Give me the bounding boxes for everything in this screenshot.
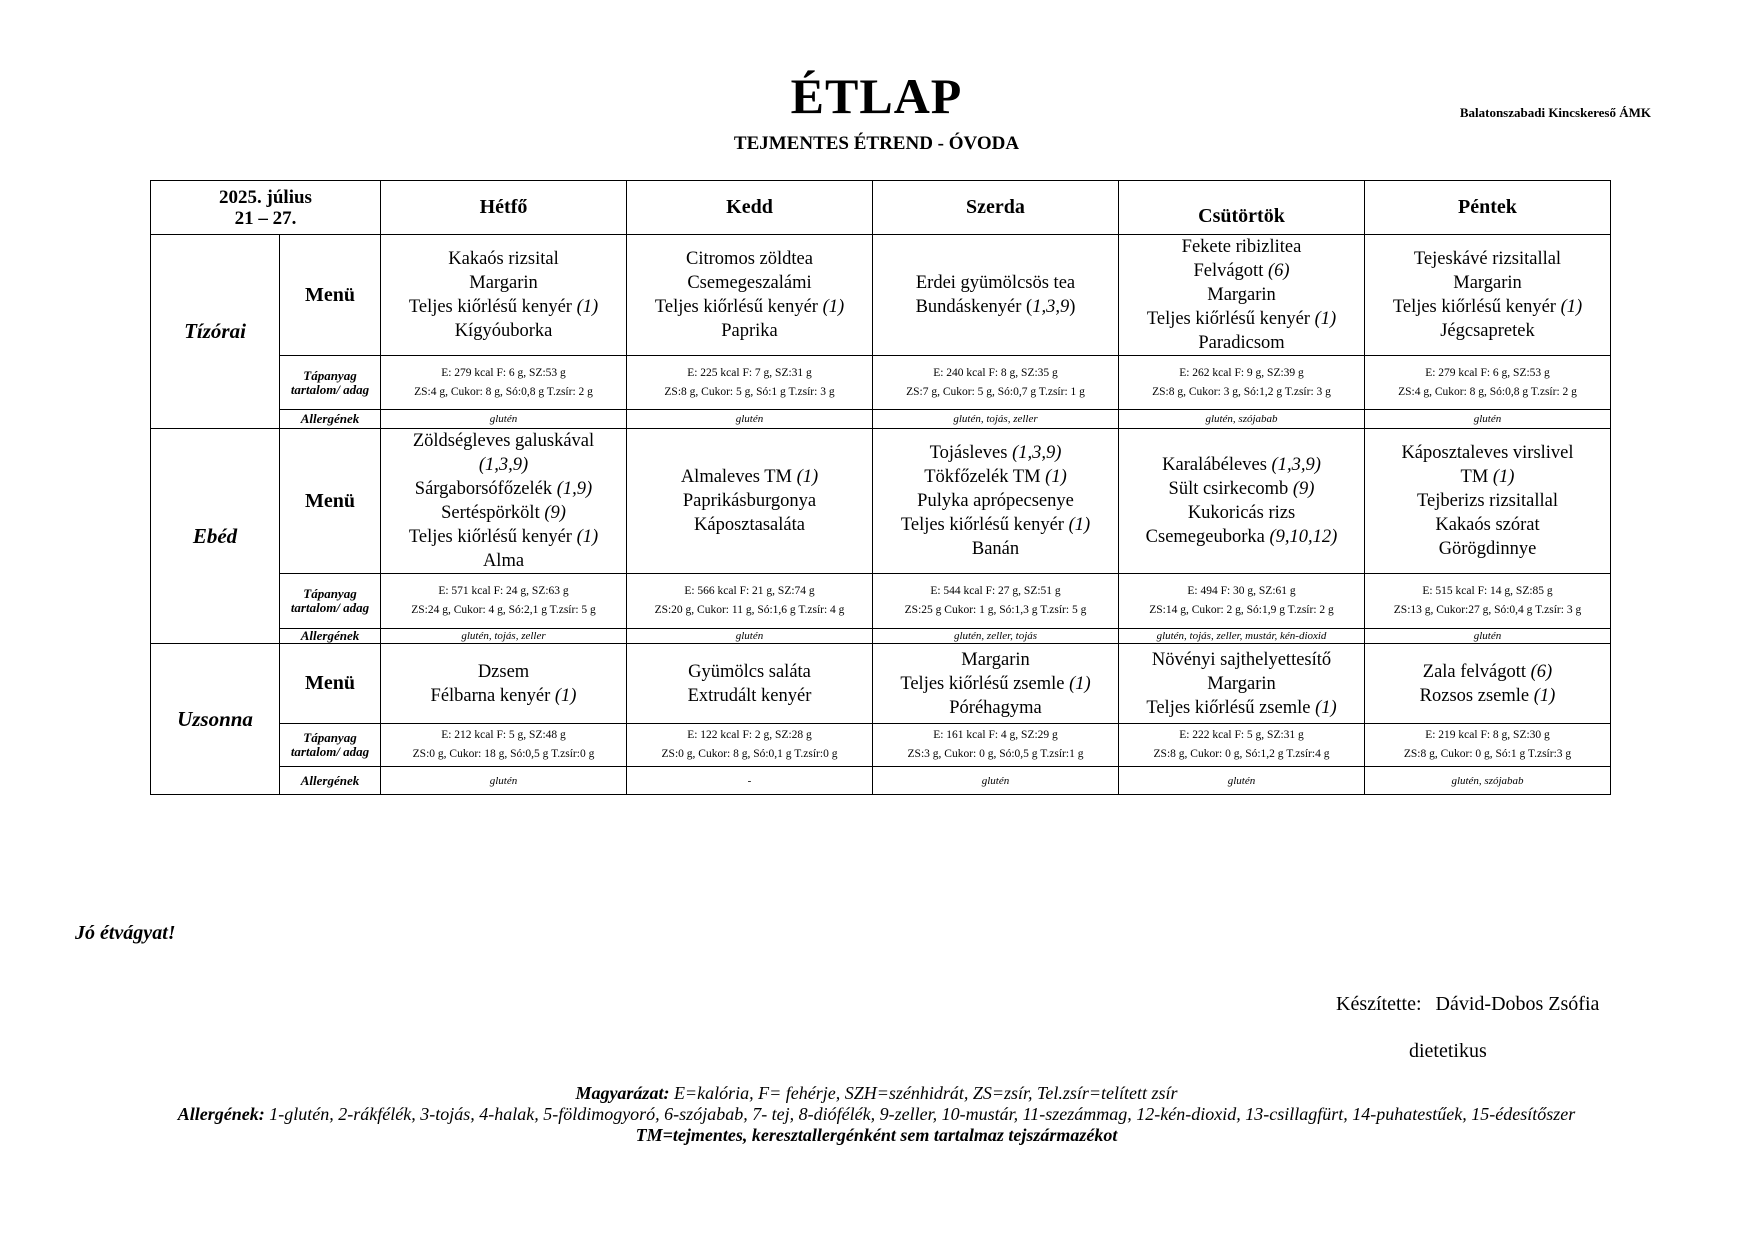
date-range-cell bbox=[151, 181, 381, 235]
allergens-row bbox=[151, 410, 1611, 429]
menu-item bbox=[873, 696, 1118, 720]
nutrition-line: E: 219 kcal F: 8 g, SZ:30 g bbox=[1425, 729, 1550, 741]
food-name: Karalábéleves bbox=[1162, 455, 1272, 475]
nutrition-line: ZS:25 g Cukor: 1 g, Só:1,3 g T.zsír: 5 g bbox=[904, 604, 1087, 616]
menu-cell bbox=[1365, 429, 1611, 574]
nutrition-cell bbox=[1119, 724, 1365, 767]
food-name: Margarin bbox=[1207, 673, 1276, 694]
nutrition-line: ZS:8 g, Cukor: 0 g, Só:1 g T.zsír:3 g bbox=[1403, 748, 1572, 760]
nutrition-cell bbox=[873, 356, 1119, 410]
menu-item bbox=[627, 295, 872, 319]
nutrition-label: Tápanyag tartalom/ adag bbox=[280, 724, 381, 767]
allergens-cell: glutén bbox=[873, 767, 1119, 795]
menu-cell bbox=[627, 235, 873, 356]
menu-cell bbox=[627, 644, 873, 724]
nutrition-line: ZS:24 g, Cukor: 4 g, Só:2,1 g T.zsír: 5 g bbox=[411, 604, 596, 616]
nutrition-label: Tápanyag tartalom/ adag bbox=[280, 356, 381, 410]
allergen-code: 1,3,9 bbox=[1032, 297, 1070, 317]
food-name: Csemegeuborka bbox=[1145, 527, 1270, 547]
menu-item bbox=[1365, 441, 1610, 465]
menu-item bbox=[381, 525, 626, 549]
menu-item bbox=[381, 247, 626, 271]
menu-item bbox=[1119, 235, 1364, 259]
allergen-code: (6) bbox=[1530, 661, 1553, 682]
nutrition-cell bbox=[1119, 574, 1365, 629]
nutrition-cell bbox=[627, 574, 873, 629]
food-name: Margarin bbox=[961, 649, 1030, 670]
nutrition-line: E: 571 kcal F: 24 g, SZ:63 g bbox=[438, 585, 569, 597]
menu-row bbox=[151, 644, 1611, 724]
menu-item bbox=[381, 319, 626, 343]
food-name: Teljes kiőrlésű kenyér bbox=[900, 515, 1069, 535]
allergens-label: Allergének bbox=[280, 767, 381, 795]
food-name: Tejeskávé rizsitallal bbox=[1413, 249, 1562, 269]
author-role: dietetikus bbox=[1409, 1040, 1487, 1062]
food-name: Gyümölcs saláta bbox=[688, 661, 811, 682]
allergens-cell: glutén, tojás, zeller, mustár, kén-dioxid bbox=[1119, 629, 1365, 644]
allergens-cell: glutén bbox=[1365, 629, 1611, 644]
menu-item bbox=[1119, 501, 1364, 525]
allergen-code: (1) bbox=[1560, 297, 1583, 317]
nutrition-line: E: 566 kcal F: 21 g, SZ:74 g bbox=[684, 585, 815, 597]
nutrition-line: E: 494 F: 30 g, SZ:61 g bbox=[1187, 585, 1296, 597]
food-name: Tökfőzelék TM bbox=[924, 467, 1046, 487]
nutrition-line: E: 161 kcal F: 4 g, SZ:29 g bbox=[933, 729, 1058, 741]
allergen-code: (9) bbox=[1292, 479, 1315, 499]
food-name: ) bbox=[1069, 297, 1076, 317]
allergens-cell: glutén bbox=[627, 629, 873, 644]
nutrition-cell bbox=[1365, 724, 1611, 767]
allergens-cell: glutén bbox=[1119, 767, 1365, 795]
allergen-code: (1) bbox=[1533, 685, 1556, 706]
menu-cell bbox=[1119, 644, 1365, 724]
food-name: Felvágott bbox=[1193, 261, 1268, 281]
menu-item bbox=[1365, 271, 1610, 295]
food-name: Sertéspörkölt bbox=[441, 503, 545, 523]
legend-allergens bbox=[100, 1104, 1653, 1125]
nutrition-row bbox=[151, 724, 1611, 767]
menu-item bbox=[627, 319, 872, 343]
nutrition-line: E: 122 kcal F: 2 g, SZ:28 g bbox=[687, 729, 812, 741]
menu-item bbox=[1119, 331, 1364, 355]
menu-item bbox=[381, 295, 626, 319]
allergen-code: (1) bbox=[1314, 309, 1337, 329]
nutrition-line: ZS:0 g, Cukor: 8 g, Só:0,1 g T.zsír:0 g bbox=[661, 748, 838, 760]
menu-item bbox=[627, 660, 872, 684]
food-name: Kakaós rizsital bbox=[448, 249, 559, 269]
food-name: Félbarna kenyér bbox=[430, 685, 555, 706]
menu-item bbox=[1365, 489, 1610, 513]
allergen-code: (1) bbox=[554, 685, 577, 706]
nutrition-line: ZS:20 g, Cukor: 11 g, Só:1,6 g T.zsír: 4 g bbox=[654, 604, 845, 616]
nutrition-line: E: 515 kcal F: 14 g, SZ:85 g bbox=[1422, 585, 1553, 597]
nutrition-line: ZS:3 g, Cukor: 0 g, Só:0,5 g T.zsír:1 g bbox=[907, 748, 1084, 760]
allergens-row bbox=[151, 767, 1611, 795]
organization-name: Balatonszabadi Kincskereső ÁMK bbox=[1459, 105, 1651, 120]
food-name: Póréhagyma bbox=[949, 697, 1042, 718]
food-name: Csemegeszalámi bbox=[687, 273, 812, 293]
nutrition-line: E: 279 kcal F: 6 g, SZ:53 g bbox=[441, 366, 566, 379]
closing-greeting: Jó étvágyat! bbox=[75, 922, 176, 944]
food-name: Növényi sajthelyettesítő bbox=[1151, 649, 1332, 670]
nutrition-line: E: 222 kcal F: 5 g, SZ:31 g bbox=[1179, 729, 1304, 741]
menu-item bbox=[1119, 477, 1364, 501]
menu-item bbox=[1119, 648, 1364, 672]
food-name: Teljes kiőrlésű kenyér bbox=[1146, 309, 1315, 329]
day-header: Hétfő bbox=[381, 181, 627, 235]
menu-cell bbox=[381, 644, 627, 724]
legend bbox=[100, 1083, 1653, 1146]
menu-item bbox=[873, 537, 1118, 561]
menu-item bbox=[381, 271, 626, 295]
food-name: Pulyka aprópecsenye bbox=[917, 491, 1074, 511]
menu-table-body bbox=[151, 181, 1611, 795]
allergen-code: (1) bbox=[1315, 697, 1337, 718]
nutrition-line: ZS:0 g, Cukor: 18 g, Só:0,5 g T.zsír:0 g bbox=[412, 748, 595, 760]
menu-cell bbox=[1365, 235, 1611, 356]
legend-explanation bbox=[100, 1083, 1653, 1104]
nutrition-line: ZS:8 g, Cukor: 5 g, Só:1 g T.zsír: 3 g bbox=[664, 385, 835, 398]
menu-item bbox=[1365, 660, 1610, 684]
allergens-cell: glutén bbox=[381, 767, 627, 795]
nutrition-cell bbox=[1365, 356, 1611, 410]
food-name: Almaleves TM bbox=[680, 467, 797, 487]
food-name: Erdei gyümölcsös tea bbox=[915, 273, 1076, 293]
meal-name: Uzsonna bbox=[151, 644, 280, 795]
nutrition-line: ZS:8 g, Cukor: 3 g, Só:1,2 g T.zsír: 3 g bbox=[1152, 385, 1331, 398]
menu-item bbox=[1365, 247, 1610, 271]
allergens-row bbox=[151, 629, 1611, 644]
menu-item bbox=[381, 477, 626, 501]
menu-item bbox=[381, 501, 626, 525]
allergens-cell: glutén bbox=[627, 410, 873, 429]
allergen-code: (1) bbox=[822, 297, 845, 317]
allergen-code: (1) bbox=[796, 467, 819, 487]
food-name: Tojásleves bbox=[929, 443, 1013, 463]
food-name: Alma bbox=[482, 551, 525, 571]
menu-item bbox=[873, 295, 1118, 319]
allergens-cell: glutén, szójabab bbox=[1119, 410, 1365, 429]
food-name: Fekete ribizlitea bbox=[1181, 237, 1302, 257]
allergen-code: (1) bbox=[1069, 673, 1091, 694]
menu-cell bbox=[1119, 235, 1365, 356]
food-name: Paradicsom bbox=[1198, 333, 1285, 353]
allergen-code: (1) bbox=[576, 297, 599, 317]
food-name: Kukoricás rizs bbox=[1187, 503, 1296, 523]
menu-item bbox=[627, 489, 872, 513]
allergens-cell: glutén, tojás, zeller bbox=[873, 410, 1119, 429]
food-name: Paprikásburgonya bbox=[682, 491, 817, 511]
allergens-cell: glutén, tojás, zeller bbox=[381, 629, 627, 644]
author-line bbox=[1336, 993, 1599, 1016]
nutrition-line: ZS:4 g, Cukor: 8 g, Só:0,8 g T.zsír: 2 g bbox=[1398, 385, 1577, 398]
nutrition-line: ZS:7 g, Cukor: 5 g, Só:0,7 g T.zsír: 1 g bbox=[906, 385, 1085, 398]
food-name: Teljes kiőrlésű kenyér bbox=[654, 297, 823, 317]
menu-item bbox=[1365, 513, 1610, 537]
allergen-code: (1,3,9) bbox=[1012, 443, 1062, 463]
allergen-code: (6) bbox=[1267, 261, 1290, 281]
nutrition-cell bbox=[627, 724, 873, 767]
menu-item bbox=[873, 672, 1118, 696]
menu-item bbox=[627, 684, 872, 708]
menu-item bbox=[1119, 525, 1364, 549]
meal-name: Tízórai bbox=[151, 235, 280, 429]
food-name: Teljes kiőrlésű zsemle bbox=[1146, 697, 1316, 718]
menu-table bbox=[150, 180, 1611, 795]
allergens-cell: glutén, zeller, tojás bbox=[873, 629, 1119, 644]
author-name: Dávid-Dobos Zsófia bbox=[1435, 993, 1600, 1015]
day-header: Csütörtök bbox=[1119, 181, 1365, 235]
menu-item bbox=[1365, 465, 1610, 489]
food-name: Kígyóuborka bbox=[454, 321, 553, 341]
allergens-cell: glutén bbox=[381, 410, 627, 429]
menu-cell bbox=[1365, 644, 1611, 724]
nutrition-cell bbox=[1365, 574, 1611, 629]
food-name: Tejberizs rizsitallal bbox=[1417, 491, 1558, 511]
allergen-code: (1) bbox=[1068, 515, 1091, 535]
menu-cell bbox=[627, 429, 873, 574]
menu-item bbox=[1365, 537, 1610, 561]
nutrition-cell bbox=[1119, 356, 1365, 410]
menu-item bbox=[381, 429, 626, 453]
allergen-code: (1,3,9) bbox=[478, 455, 529, 475]
food-name: Extrudált kenyér bbox=[687, 685, 812, 706]
nutrition-cell bbox=[381, 574, 627, 629]
food-name: Sült csirkecomb bbox=[1168, 479, 1293, 499]
food-name: Káposztasaláta bbox=[694, 515, 805, 535]
food-name: Teljes kiőrlésű kenyér bbox=[408, 527, 577, 547]
nutrition-label: Tápanyag tartalom/ adag bbox=[280, 574, 381, 629]
food-name: Sárgaborsófőzelék bbox=[414, 479, 557, 499]
menu-cell bbox=[381, 235, 627, 356]
food-name: Teljes kiőrlésű kenyér bbox=[408, 297, 577, 317]
menu-item bbox=[627, 513, 872, 537]
food-name: Zala felvágott bbox=[1422, 661, 1531, 682]
food-name: Kakaós szórat bbox=[1435, 515, 1540, 535]
legend-explanation-label: Magyarázat: bbox=[575, 1083, 670, 1103]
food-name: Zöldségleves galuskával bbox=[412, 431, 595, 451]
menu-row bbox=[151, 235, 1611, 356]
menu-item bbox=[627, 271, 872, 295]
nutrition-cell bbox=[627, 356, 873, 410]
menu-item bbox=[627, 247, 872, 271]
menu-cell bbox=[873, 235, 1119, 356]
nutrition-cell bbox=[873, 724, 1119, 767]
food-name: Káposztaleves virslivel bbox=[1401, 443, 1574, 463]
menu-item bbox=[873, 648, 1118, 672]
allergens-label: Allergének bbox=[280, 629, 381, 644]
date-month: 2025. július bbox=[219, 186, 312, 208]
menu-item bbox=[1119, 453, 1364, 477]
allergens-cell: glutén bbox=[1365, 410, 1611, 429]
menu-item bbox=[627, 465, 872, 489]
food-name: Margarin bbox=[469, 273, 538, 293]
menu-item bbox=[1119, 672, 1364, 696]
food-name: Citromos zöldtea bbox=[686, 249, 813, 269]
nutrition-line: ZS:13 g, Cukor:27 g, Só:0,4 g T.zsír: 3 g bbox=[1393, 604, 1582, 616]
prepared-by-label: Készítette: bbox=[1336, 993, 1422, 1015]
food-name: Margarin bbox=[1207, 285, 1276, 305]
legend-explanation-text: E=kalória, F= fehérje, SZH=szénhidrát, ZS=zsír, Tel.zsír=telített zsír bbox=[669, 1083, 1178, 1103]
menu-item bbox=[873, 441, 1118, 465]
legend-tm-note: TM=tejmentes, keresztallergénként sem tartalmaz tejszármazékot bbox=[635, 1125, 1118, 1145]
menu-item bbox=[873, 513, 1118, 537]
menu-label: Menü bbox=[280, 644, 381, 724]
table-header-row bbox=[151, 181, 1611, 235]
allergen-code: (9) bbox=[544, 503, 566, 523]
food-name: TM bbox=[1460, 467, 1493, 487]
allergen-code: (1) bbox=[1045, 467, 1067, 487]
allergens-cell: - bbox=[627, 767, 873, 795]
food-name: Dzsem bbox=[477, 661, 530, 682]
food-name: Görögdinnye bbox=[1438, 539, 1537, 559]
allergen-code: (1) bbox=[576, 527, 599, 547]
legend-allergens-text: 1-glutén, 2-rákfélék, 3-tojás, 4-halak, 5-földimogyoró, 6-szójabab, 7- tej, 8-diófélék, 9-zeller, 10-mustár, 11-szezámmag, 12-kén-dioxid, 13-csillagfürt, 14-puhatestűek, 15-édesítőszer bbox=[264, 1104, 1576, 1124]
allergen-code: (1) bbox=[1492, 467, 1515, 487]
nutrition-line: ZS:8 g, Cukor: 0 g, Só:1,2 g T.zsír:4 g bbox=[1153, 748, 1330, 760]
page-subtitle: TEJMENTES ÉTREND - ÓVODA bbox=[733, 133, 1020, 154]
menu-item bbox=[381, 549, 626, 573]
menu-item bbox=[1119, 696, 1364, 720]
legend-allergens-label: Allergének: bbox=[177, 1104, 265, 1124]
allergen-code: (1,3,9) bbox=[1271, 455, 1321, 475]
menu-label: Menü bbox=[280, 429, 381, 574]
menu-cell bbox=[873, 644, 1119, 724]
food-name: Margarin bbox=[1453, 273, 1522, 293]
menu-cell bbox=[1119, 429, 1365, 574]
nutrition-line: E: 279 kcal F: 6 g, SZ:53 g bbox=[1425, 366, 1550, 379]
food-name: Jégcsapretek bbox=[1440, 321, 1535, 341]
menu-cell bbox=[381, 429, 627, 574]
food-name: Paprika bbox=[721, 321, 778, 341]
nutrition-line: E: 544 kcal F: 27 g, SZ:51 g bbox=[930, 585, 1061, 597]
menu-item bbox=[381, 660, 626, 684]
food-name: Banán bbox=[971, 539, 1020, 559]
nutrition-line: E: 240 kcal F: 8 g, SZ:35 g bbox=[933, 366, 1058, 379]
menu-item bbox=[1365, 684, 1610, 708]
nutrition-cell bbox=[381, 356, 627, 410]
day-header: Kedd bbox=[627, 181, 873, 235]
nutrition-line: ZS:4 g, Cukor: 8 g, Só:0,8 g T.zsír: 2 g bbox=[414, 385, 593, 398]
nutrition-line: E: 212 kcal F: 5 g, SZ:48 g bbox=[441, 729, 566, 741]
food-name: Rozsos zsemle bbox=[1419, 685, 1534, 706]
day-header: Szerda bbox=[873, 181, 1119, 235]
menu-item bbox=[873, 489, 1118, 513]
menu-row bbox=[151, 429, 1611, 574]
nutrition-line: E: 262 kcal F: 9 g, SZ:39 g bbox=[1179, 366, 1304, 379]
allergens-label: Allergének bbox=[280, 410, 381, 429]
nutrition-cell bbox=[873, 574, 1119, 629]
food-name: Teljes kiőrlésű zsemle bbox=[900, 673, 1070, 694]
menu-label: Menü bbox=[280, 235, 381, 356]
menu-cell bbox=[873, 429, 1119, 574]
menu-item bbox=[381, 453, 626, 477]
allergen-code: (1,9) bbox=[556, 479, 593, 499]
menu-item bbox=[1365, 319, 1610, 343]
menu-item bbox=[873, 271, 1118, 295]
nutrition-row bbox=[151, 356, 1611, 410]
food-name: Bundáskenyér ( bbox=[915, 297, 1033, 317]
allergen-code: (9,10,12) bbox=[1269, 527, 1338, 547]
menu-item bbox=[1119, 307, 1364, 331]
nutrition-line: ZS:14 g, Cukor: 2 g, Só:1,9 g T.zsír: 2 g bbox=[1149, 604, 1334, 616]
day-header: Péntek bbox=[1365, 181, 1611, 235]
menu-item bbox=[381, 684, 626, 708]
page-title: ÉTLAP bbox=[790, 68, 963, 124]
menu-item bbox=[1365, 295, 1610, 319]
menu-item bbox=[1119, 283, 1364, 307]
food-name: Teljes kiőrlésű kenyér bbox=[1392, 297, 1561, 317]
nutrition-cell bbox=[381, 724, 627, 767]
menu-item bbox=[873, 465, 1118, 489]
meal-name: Ebéd bbox=[151, 429, 280, 644]
nutrition-row bbox=[151, 574, 1611, 629]
allergens-cell: glutén, szójabab bbox=[1365, 767, 1611, 795]
menu-item bbox=[1119, 259, 1364, 283]
nutrition-line: E: 225 kcal F: 7 g, SZ:31 g bbox=[687, 366, 812, 379]
date-days: 21 – 27. bbox=[234, 207, 297, 229]
